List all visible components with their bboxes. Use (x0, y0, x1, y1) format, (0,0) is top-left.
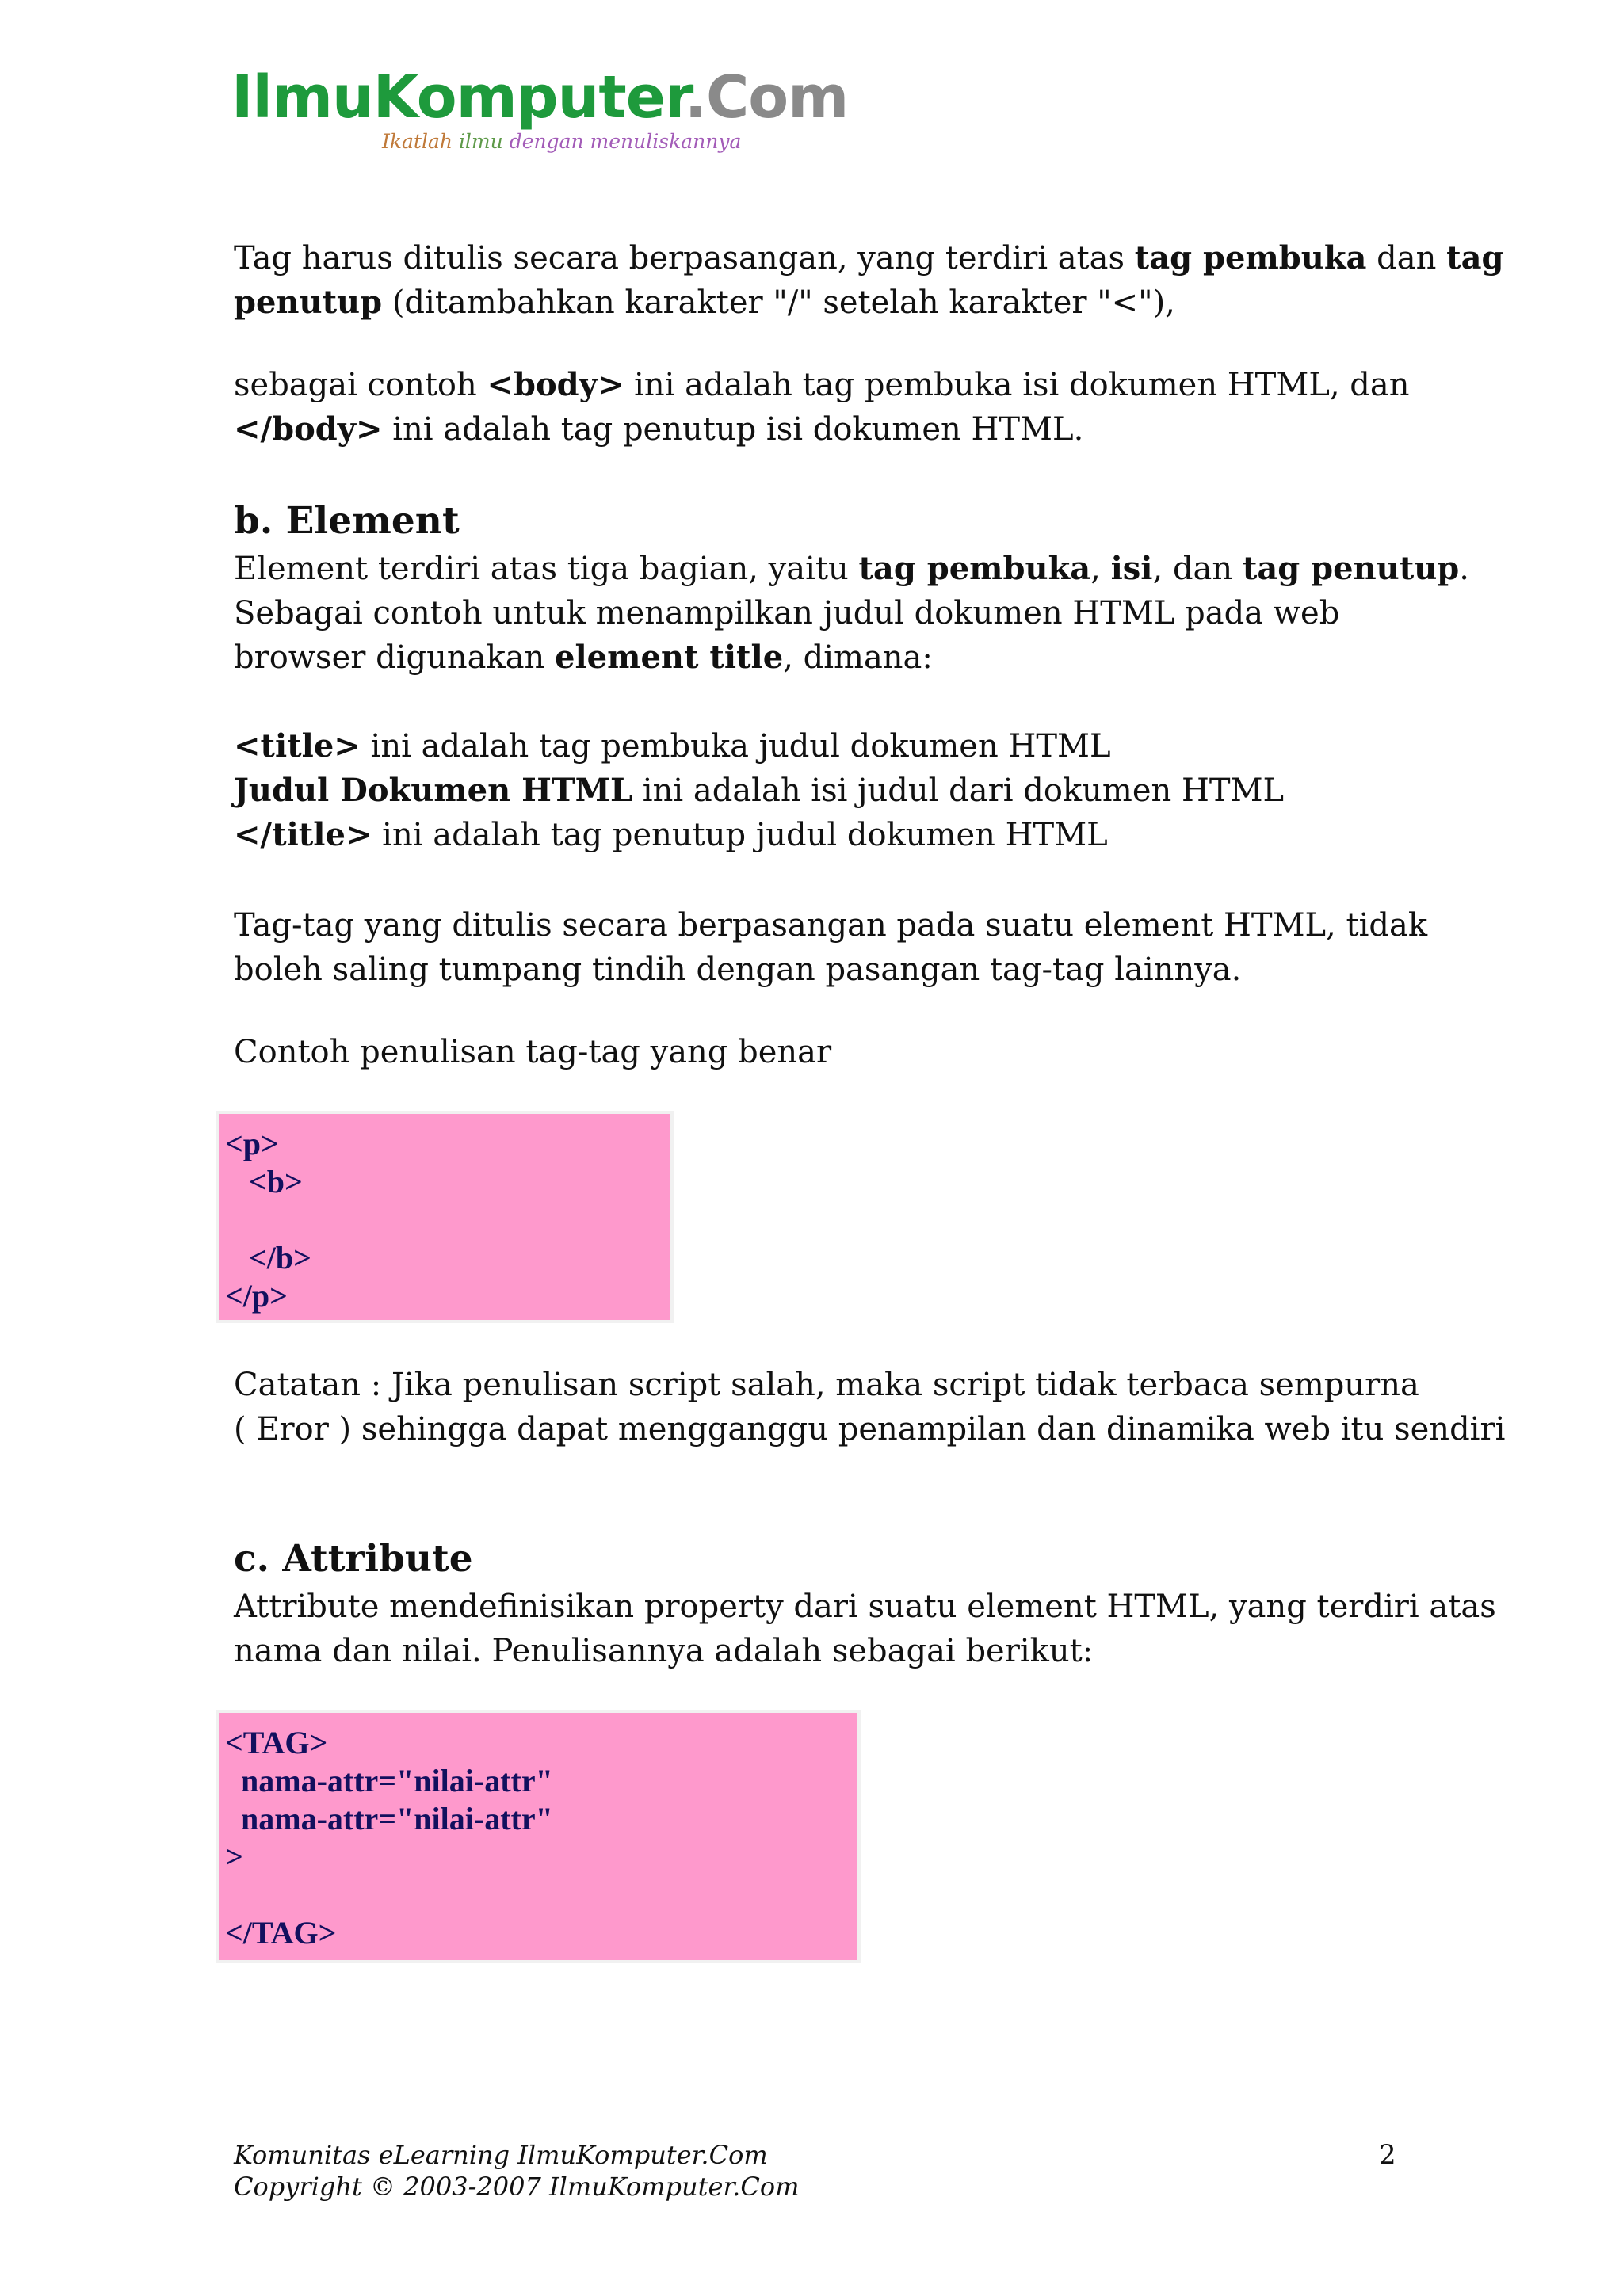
code-example-attribute (216, 1710, 861, 1963)
paragraph-example-intro: Contoh penulisan tag-tag yang benar (234, 1034, 832, 1070)
paragraph-note: Catatan : Jika penulisan script salah, maka script tidak terbaca sempurna ( Eror ) sehingga dapat mengganggu penampilan dan dinamika web itu sendiri (234, 1367, 1506, 1447)
page-footer: Komunitas eLearning IlmuKomputer.Com Copyright © 2003-2007 IlmuKomputer.Com (234, 2140, 800, 2202)
paragraph-title-lines: <title> ini adalah tag pembuka judul dokumen HTML Judul Dokumen HTML ini adalah isi judul dari dokumen HTML </title> ini adalah tag penutup judul dokumen HTML (234, 727, 1285, 853)
paragraph-nesting-rule: Tag-tag yang ditulis secara berpasangan pada suatu element HTML, tidak boleh saling tumpang tindih dengan pasangan tag-tag lainnya. (234, 907, 1428, 988)
site-logo (231, 63, 849, 158)
paragraph-body-example: sebagai contoh <body> ini adalah tag pembuka isi dokumen HTML, dan </body> ini adalah tag penutup isi dokumen HTML. (234, 366, 1410, 448)
paragraph-attribute-intro: Attribute mendefinisikan property dari suatu element HTML, yang terdiri atas nama dan nilai. Penulisannya adalah sebagai berikut: (234, 1589, 1496, 1669)
heading-attribute: c. Attribute (234, 1537, 473, 1581)
paragraph-element-intro: Element terdiri atas tiga bagian, yaitu tag pembuka, isi, dan tag penutup. Sebagai contoh untuk menampilkan judul dokumen HTML pada web browser digunakan element title, dimana: (234, 550, 1469, 676)
logo-wordmark: IlmuKomputer.Com (231, 63, 849, 132)
code-block: <TAG> nama-attr="nilai-attr" nama-attr="nilai-attr" > </TAG> (225, 1725, 553, 1951)
page-number: 2 (1379, 2139, 1396, 2171)
logo-tagline: Ikatlah ilmu dengan menuliskannya (382, 130, 742, 153)
paragraph-tag-pairs: Tag harus ditulis secara berpasangan, yang terdiri atas tag pembuka dan tag penutup (ditambahkan karakter "/" setelah karakter "<"), (234, 239, 1504, 321)
code-block: <p> <b> </b> </p> (225, 1126, 311, 1314)
code-example-nesting (216, 1111, 674, 1323)
heading-element: b. Element (234, 499, 460, 543)
